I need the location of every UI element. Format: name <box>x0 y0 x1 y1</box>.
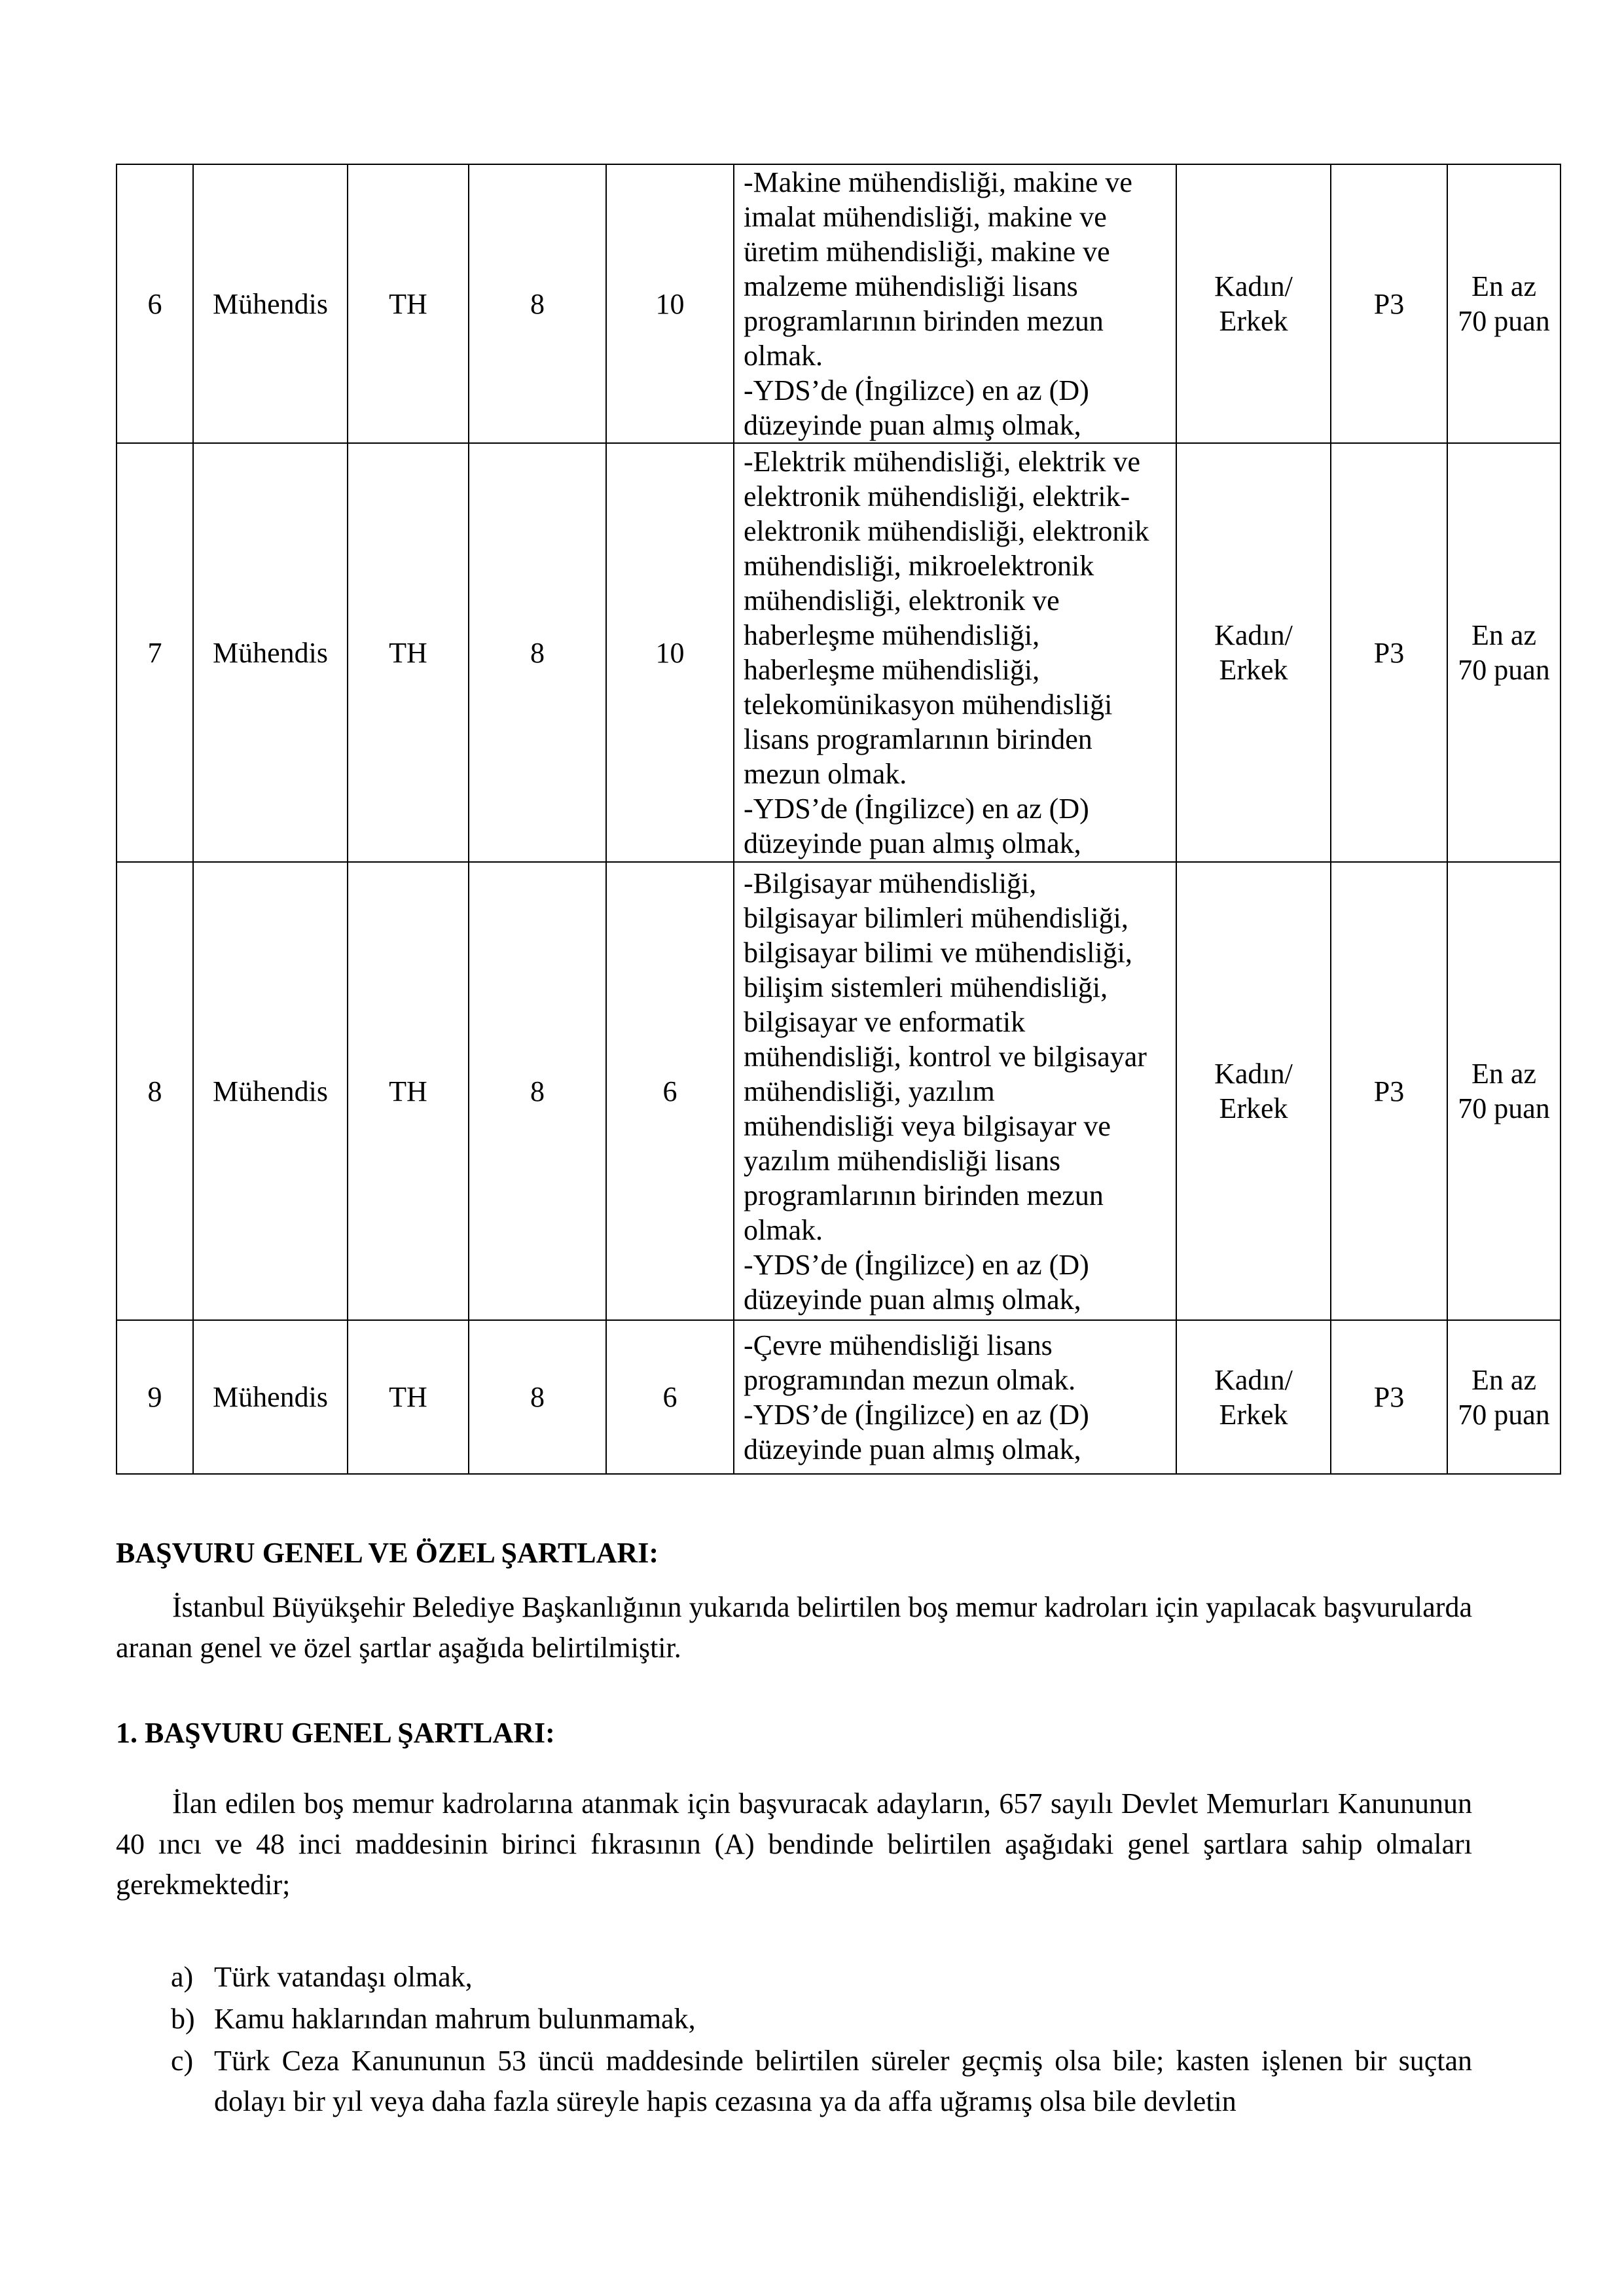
cell-no: 8 <box>117 862 193 1320</box>
cell-class: TH <box>348 164 469 443</box>
cell-degree: 8 <box>469 862 606 1320</box>
cell-count: 6 <box>606 1320 734 1474</box>
cell-kpss-type: P3 <box>1331 1320 1447 1474</box>
cell-title: Mühendis <box>193 1320 348 1474</box>
cell-count: 10 <box>606 164 734 443</box>
intro-paragraph-text: İstanbul Büyükşehir Belediye Başkanlığının yukarıda belirtilen boş memur kadroları için yapılacak başvurularda aranan genel ve özel şartlar aşağıda belirtilmiştir. <box>116 1591 1472 1664</box>
cell-degree: 8 <box>469 443 606 862</box>
cell-no: 7 <box>117 443 193 862</box>
cell-class: TH <box>348 1320 469 1474</box>
cell-class: TH <box>348 443 469 862</box>
list-marker: c) <box>171 2045 194 2077</box>
table-row <box>117 1320 1561 1474</box>
cell-gender: Kadın/ Erkek <box>1176 164 1331 443</box>
cell-title: Mühendis <box>193 862 348 1320</box>
intro-paragraph <box>116 1587 1472 1668</box>
cell-qualifications: -Makine mühendisliği, makine ve imalat mühendisliği, makine ve üretim mühendisliği, makine ve malzeme mühendisliği lisans programlarının birinden mezun olmak. -YDS’de (İngilizce) en az (D) düzeyinde puan almış olmak, <box>734 164 1176 443</box>
cell-count: 6 <box>606 862 734 1320</box>
table-row <box>117 862 1561 1320</box>
cell-gender: Kadın/ Erkek <box>1176 443 1331 862</box>
list-item-text: Türk vatandaşı olmak, <box>214 1961 473 1993</box>
cell-count: 10 <box>606 443 734 862</box>
list-item <box>116 1957 1472 1998</box>
general-conditions-paragraph <box>116 1784 1472 1905</box>
cell-min-score: En az 70 puan <box>1447 443 1561 862</box>
cell-min-score: En az 70 puan <box>1447 1320 1561 1474</box>
cell-qualifications: -Bilgisayar mühendisliği, bilgisayar bilimleri mühendisliği, bilgisayar bilimi ve mühendisliği, bilişim sistemleri mühendisliği, bilgisayar ve enformatik mühendisliği, kontrol ve bilgisayar mühendisliği, yazılım mühendisliği veya bilgisayar ve yazılım mühendisliği lisans programlarının birinden mezun olmak. -YDS’de (İngilizce) en az (D) düzeyinde puan almış olmak, <box>734 862 1176 1320</box>
cell-qualifications: -Çevre mühendisliği lisans programından mezun olmak. -YDS’de (İngilizce) en az (D) düzeyinde puan almış olmak, <box>734 1320 1176 1474</box>
table-row <box>117 164 1561 443</box>
cell-title: Mühendis <box>193 443 348 862</box>
cell-title: Mühendis <box>193 164 348 443</box>
general-conditions-list <box>116 1957 1472 2123</box>
cell-kpss-type: P3 <box>1331 862 1447 1320</box>
section-heading-general-special: BAŞVURU GENEL VE ÖZEL ŞARTLARI: <box>116 1537 659 1569</box>
positions-table <box>116 164 1561 1475</box>
general-conditions-text: İlan edilen boş memur kadrolarına atanmak için başvuracak adayların, 657 sayılı Devlet Memurları Kanununun 40 ıncı ve 48 inci maddesinin birinci fıkrasının (A) bendinde belirtilen aşağıdaki genel şartlara sahip olmaları gerekmektedir; <box>116 1787 1472 1901</box>
cell-class: TH <box>348 862 469 1320</box>
cell-no: 6 <box>117 164 193 443</box>
cell-gender: Kadın/ Erkek <box>1176 862 1331 1320</box>
list-item <box>116 1999 1472 2039</box>
cell-min-score: En az 70 puan <box>1447 164 1561 443</box>
cell-kpss-type: P3 <box>1331 443 1447 862</box>
list-item <box>116 2041 1472 2122</box>
cell-degree: 8 <box>469 1320 606 1474</box>
cell-min-score: En az 70 puan <box>1447 862 1561 1320</box>
cell-no: 9 <box>117 1320 193 1474</box>
cell-kpss-type: P3 <box>1331 164 1447 443</box>
list-marker: a) <box>171 1961 194 1993</box>
list-marker: b) <box>171 2003 195 2035</box>
cell-degree: 8 <box>469 164 606 443</box>
cell-qualifications: -Elektrik mühendisliği, elektrik ve elektronik mühendisliği, elektrik- elektronik mühendisliği, elektronik mühendisliği, mikroelektronik mühendisliği, elektronik ve haberleşme mühendisliği, haberleşme mühendisliği, telekomünikasyon mühendisliği lisans programlarının birinden mezun olmak. -YDS’de (İngilizce) en az (D) düzeyinde puan almış olmak, <box>734 443 1176 862</box>
cell-gender: Kadın/ Erkek <box>1176 1320 1331 1474</box>
list-item-text: Türk Ceza Kanununun 53 üncü maddesinde belirtilen süreler geçmiş olsa bile; kasten işlenen bir suçtan dolayı bir yıl veya daha fazla süreyle hapis cezasına ya da affa uğramış olsa bile devletin <box>214 2045 1472 2117</box>
table-row <box>117 443 1561 862</box>
list-item-text: Kamu haklarından mahrum bulunmamak, <box>214 2003 696 2035</box>
section-heading-general: 1. BAŞVURU GENEL ŞARTLARI: <box>116 1717 555 1749</box>
